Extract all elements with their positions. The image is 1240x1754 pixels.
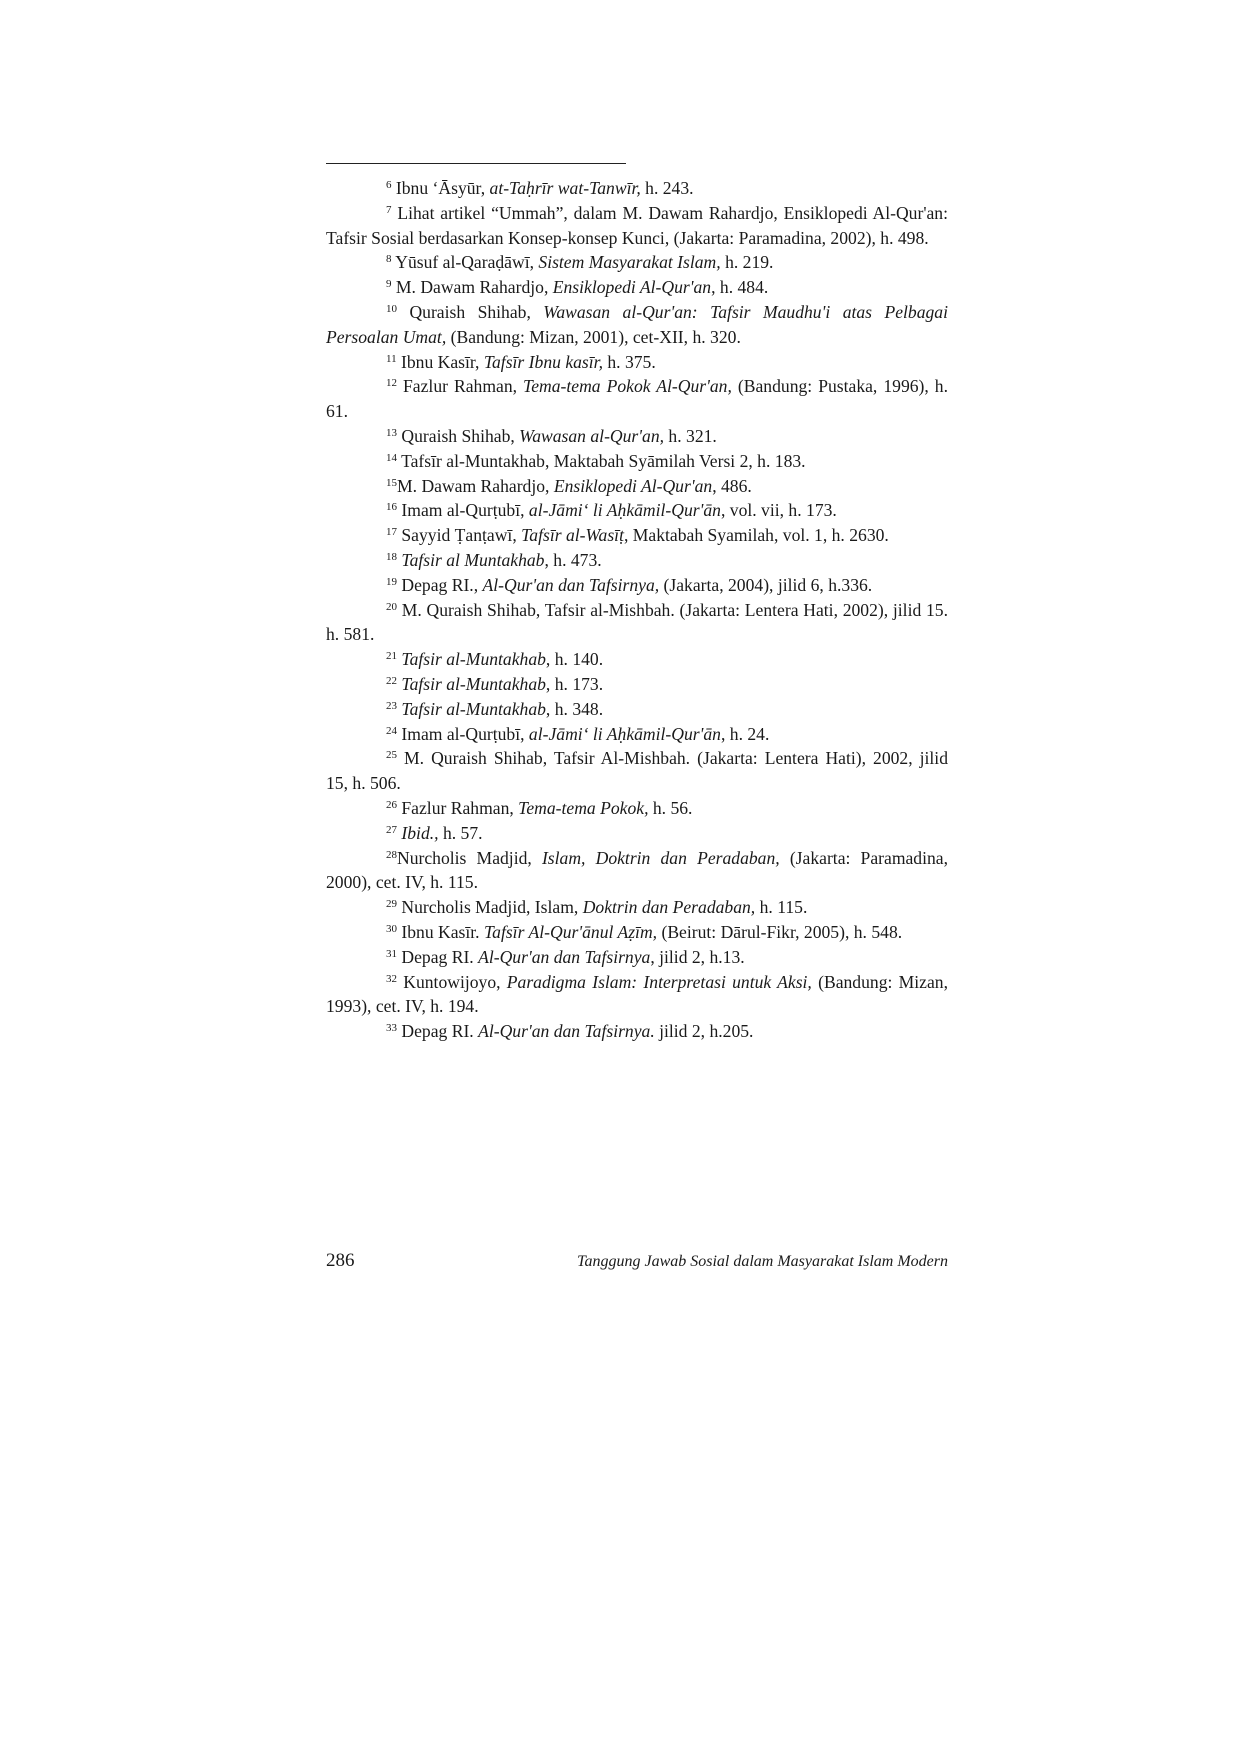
footnote-text: , 486. [712,475,752,496]
footnote-title: Doktrin dan Peradaban, [582,897,756,918]
footnote [326,374,948,424]
footnote [326,945,948,970]
footnote-text: Fazlur Rahman, [397,376,524,397]
footnote-title: Tafsir al-Muntakhab [401,649,546,670]
footnote-text: Depag RI. [397,1021,479,1042]
footnote [326,250,948,275]
footnote-text: (Jakarta: Paramadina, 2000), cet. IV, h. 115. [326,847,948,893]
footnote [326,598,948,648]
footnote [326,796,948,821]
footnote-text: Depag RI., [397,574,483,595]
footnote-title: Tafsīr al-Wasīṭ [521,525,624,546]
footnote-text: Ibnu Kasīr. [397,921,484,942]
footnote [326,176,948,201]
footnote-title: Al-Qur'an dan Tafsirnya. [478,1021,655,1042]
footnote-text: , h. 484. [711,277,769,298]
footnote-number: 6 [386,178,392,191]
footnote-number: 11 [386,352,397,365]
footnote-text: h. 243. [640,178,694,198]
footnote-number: 22 [386,674,397,687]
footnote-number: 20 [386,600,397,613]
footnote-title: Al-Qur'an dan Tafsirnya [478,946,651,967]
footnote-title: Tema-tema Pokok, [518,797,649,818]
footnote [326,350,948,375]
footnote [326,449,948,474]
footnote-number: 29 [386,898,397,911]
footnote [326,846,948,896]
footnote-text: Ibnu Kasīr, [396,351,484,372]
footnote [326,895,948,920]
footnote-text: h. 375. [602,351,656,372]
footnote [326,275,948,300]
footnote-text: M. Quraish Shihab, Tafsir Al-Mishbah. (Jakarta: Lentera Hati), 2002, jilid 15, h. 506. [326,748,948,794]
footnote-text: (Bandung: Mizan, 2001), cet-XII, h. 320. [446,326,741,347]
footnote [326,498,948,523]
footnote-text: (Jakarta, 2004), jilid 6, h.336. [659,574,873,595]
footnote-title: at-Taḥrīr wat-Tanwīr, [489,178,641,198]
footnote-text: , jilid 2, h.13. [650,946,745,967]
footnote-text: , Maktabah Syamilah, vol. 1, h. 2630. [623,525,889,546]
footnote-number: 28 [386,848,397,861]
footnote-title: Tema-tema Pokok Al-Qur'an, [523,376,732,397]
footnotes-list [326,176,948,1044]
page-number: 286 [326,1250,355,1271]
footnote-number: 33 [386,1022,397,1035]
footnote-number: 9 [386,278,392,291]
footnote-title: Paradigma Islam: Interpretasi untuk Aksi, [506,971,812,992]
footnote-separator-rule [326,163,626,164]
footnote-text: , h. 348. [545,698,604,719]
footnote-text: Nurcholis Madjid, [397,847,542,868]
footnote-text: , h. 140. [545,649,604,670]
footnote-number: 24 [386,724,397,737]
footnote-text: h. 56. [648,797,693,818]
footnote-number: 7 [386,203,392,216]
footnote-text: h. 321. [664,425,717,446]
footnote [326,300,948,350]
footnote [326,672,948,697]
footnote-number: 25 [386,749,397,762]
footnote [326,697,948,722]
footnote-number: 32 [386,972,397,985]
footnote [326,746,948,796]
footnote-text: Nurcholis Madjid, Islam, [397,897,583,918]
footnote-title: Wawasan al-Qur'an: Tafsir Maudhu'i atas Pelbagai Persoalan Umat, [326,301,948,347]
footnote-text: , h. 473. [544,549,602,570]
footnote-text: Sayyid Ṭanṭawī, [397,525,522,546]
footnote-title: Ibid., [401,822,439,843]
footnote [326,647,948,672]
footnote-title: Ensiklopedi Al-Qur'an [553,475,713,496]
running-title: Tanggung Jawab Sosial dalam Masyarakat Islam Modern [577,1253,948,1270]
footnote-text: (Bandung: Mizan, 1993), cet. IV, h. 194. [326,971,948,1017]
footnote-number: 14 [386,451,397,464]
footnote-title: Tafsir al-Muntakhab [401,698,546,719]
footnote-text: h. 115. [755,897,808,918]
footnote-text: h. 219. [720,252,774,273]
footnote-text: Depag RI. [397,946,479,967]
footnote-number: 23 [386,699,397,712]
footnote-text: Fazlur Rahman, [397,797,519,818]
footnote-title: Tafsir al-Muntakhab [401,673,546,694]
footnote-text: (Bandung: Pustaka, 1996), h. 61. [326,376,949,422]
footnote-text: Quraish Shihab, [397,301,544,322]
footnote [326,970,948,1020]
footnote-title: Islam, Doktrin dan Peradaban, [541,847,780,868]
footnote-text: Imam al-Qurṭubī, [397,500,529,521]
footnote [326,821,948,846]
footnote-number: 10 [386,302,397,315]
footnote-text: , h. 173. [545,673,604,694]
footnote [326,920,948,945]
footnote-title: al-Jāmi‘ li Aḥkāmil-Qur'ān [528,723,721,744]
footnote-text: (Beirut: Dārul-Fikr, 2005), h. 548. [657,921,903,942]
footnote-number: 18 [386,550,397,563]
footnote-text: M. Dawam Rahardjo, [391,277,553,298]
footnote-text: Ibnu ‘Āsyūr, [391,178,490,198]
footnote-text: , vol. vii, h. 173. [720,500,837,521]
footnote-text: Yūsuf al-Qaraḍāwī, [391,252,539,273]
footnote-title: Tafsīr Ibnu kasīr, [483,351,603,372]
footnote-number: 30 [386,922,397,935]
footnote-number: 27 [386,823,397,836]
footnote-text: M. Dawam Rahardjo, [397,475,554,496]
footnote-title: al-Jāmi‘ li Aḥkāmil-Qur'ān [528,500,721,521]
footnote-title: Tafsīr Al-Qur'ānul Aẓīm, [483,921,658,942]
footnote [326,201,948,251]
footnote-text: Quraish Shihab, [397,425,520,446]
footnote-number: 31 [386,947,397,960]
footnote [326,523,948,548]
footnote-number: 17 [386,526,397,539]
footnote-text: Imam al-Qurṭubī, [397,723,529,744]
footnote [326,722,948,747]
footnote-text: Tafsīr al-Muntakhab, Maktabah Syāmilah Versi 2, h. 183. [397,450,806,471]
footnote-title: Sistem Masyarakat Islam, [538,252,721,273]
footnote-number: 8 [386,253,392,266]
footnote-text: , h. 24. [720,723,770,744]
footnote-title: Wawasan al-Qur'an, [519,425,665,446]
footnote-number: 21 [386,650,397,663]
footnote [326,424,948,449]
footnote-text: Kuntowijoyo, [397,971,507,992]
footnote-text: M. Quraish Shihab, Tafsir al-Mishbah. (Jakarta: Lentera Hati, 2002), jilid 15. h. 581. [326,599,948,645]
footnote-text: h. 57. [438,822,483,843]
footnote-number: 15 [386,476,397,489]
footnote [326,1019,948,1044]
footnote-title: Al-Qur'an dan Tafsirnya, [482,574,660,595]
footnote-number: 26 [386,798,397,811]
footnote [326,548,948,573]
footnote-number: 16 [386,501,397,514]
footnote-title: Ensiklopedi Al-Qur'an [552,277,712,298]
footnote-number: 13 [386,426,397,439]
footnote-text: jilid 2, h.205. [654,1021,754,1042]
footnote-text: Lihat artikel “Ummah”, dalam M. Dawam Rahardjo, Ensiklopedi Al-Qur'an: Tafsir Sosial berdasarkan Konsep-konsep Kunci, (Jakarta: Paramadina, 2002), h. 498. [326,202,948,248]
footnote-number: 19 [386,575,397,588]
footnote [326,474,948,499]
footnote [326,573,948,598]
footnote-title: Tafsir al Muntakhab [401,549,545,570]
footnote-number: 12 [386,377,397,390]
